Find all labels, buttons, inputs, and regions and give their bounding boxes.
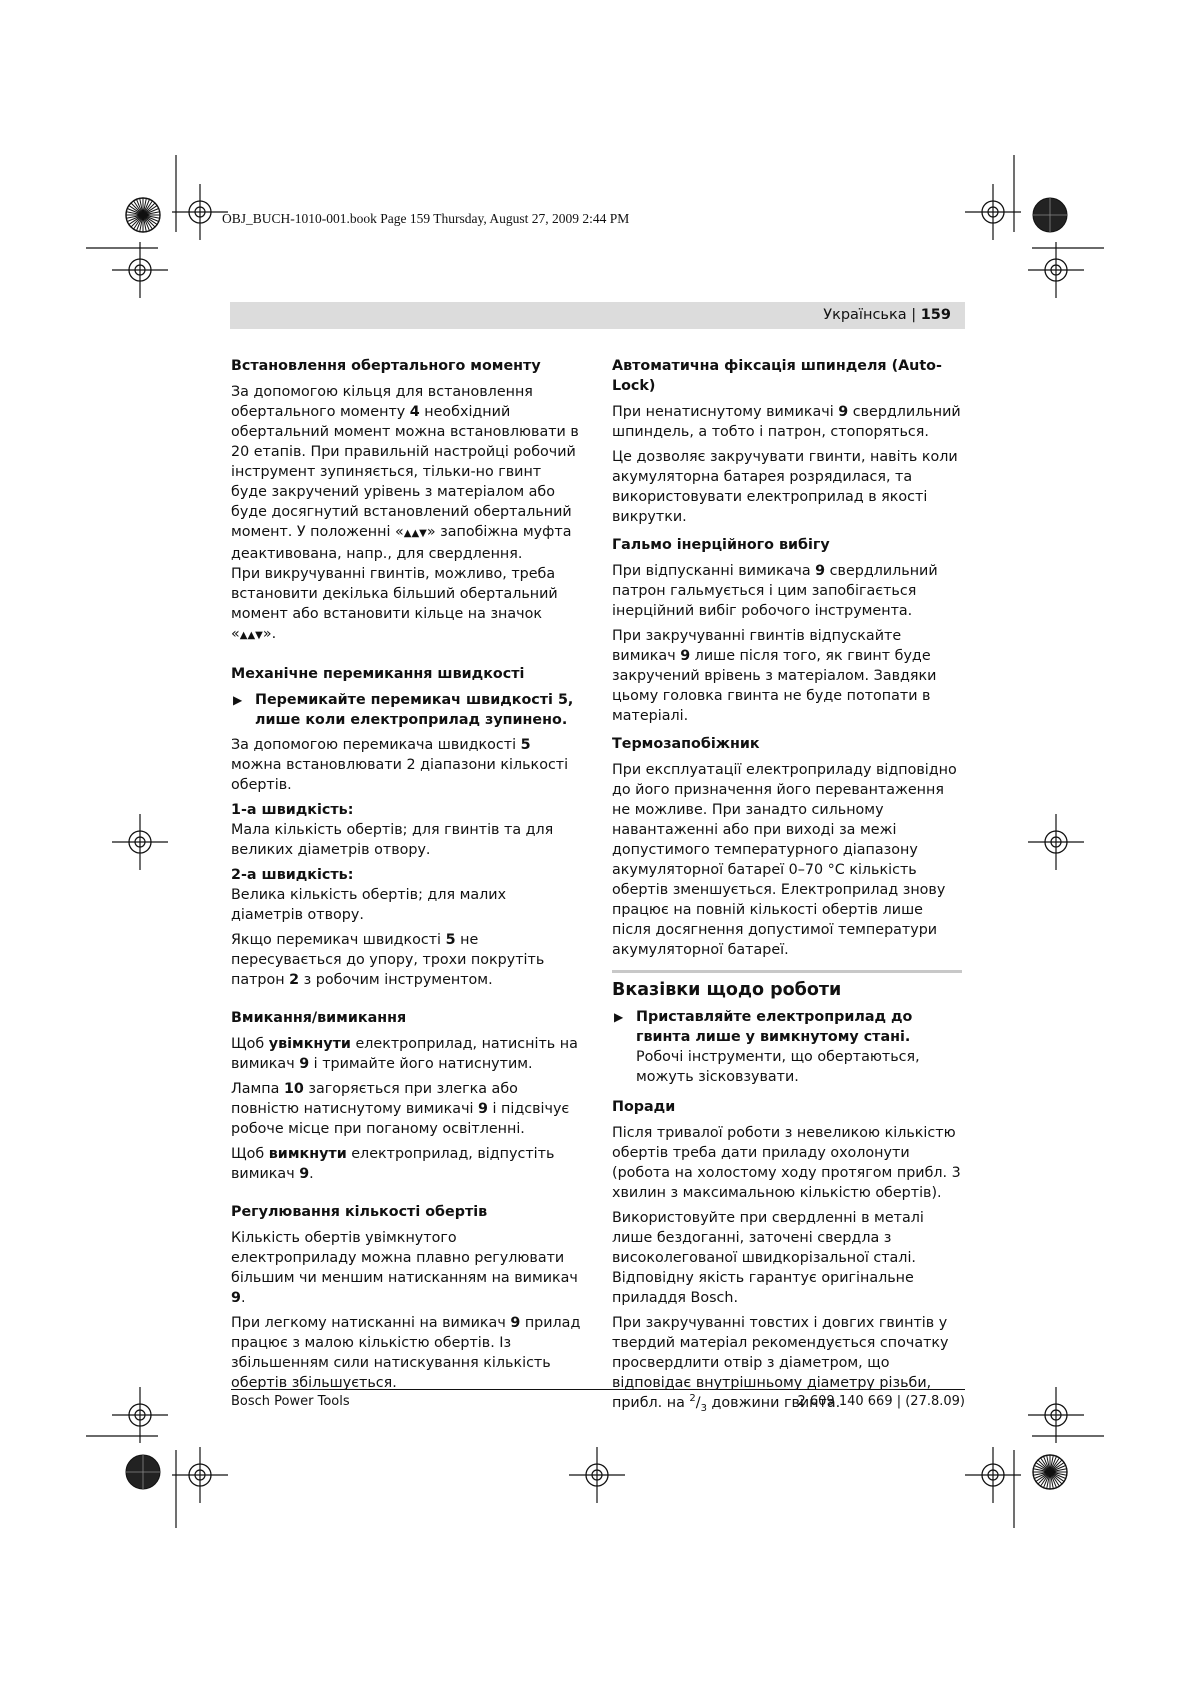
ref-number: 9 bbox=[680, 648, 691, 664]
ref-number: 9 bbox=[478, 1101, 488, 1117]
work-instructions-heading: Вказівки щодо роботи bbox=[612, 980, 842, 1000]
gear-paragraph-1 bbox=[231, 735, 581, 795]
text-span: лише після того, як гвинт буде закручений врівень з матеріалом. Завдяки цьому головка гвинта не буде потопати в матеріалі. bbox=[612, 648, 937, 724]
ref-number: 9 bbox=[815, 563, 826, 579]
ref-number: 5 bbox=[520, 737, 531, 753]
ref-number: 9 bbox=[231, 1290, 241, 1306]
tips-heading: Поради bbox=[612, 1099, 676, 1115]
text-span: свердлильний патрон гальмується і цим запобігається інерційний вибіг робочого інструмента. bbox=[612, 563, 938, 619]
section-divider bbox=[612, 970, 962, 973]
footer-document-number: 2 609 140 669 | (27.8.09) bbox=[797, 1394, 965, 1409]
text-span: » запобіжна муфта деактивована, напр., для свердлення. bbox=[231, 524, 572, 562]
ref-number: 5 bbox=[557, 692, 568, 708]
autolock-paragraph-1 bbox=[612, 402, 962, 442]
fraction-numerator: 2 bbox=[689, 1393, 696, 1405]
text-span: не пересувається до упору, трохи покрутіть патрон bbox=[231, 932, 545, 988]
right-column bbox=[612, 356, 962, 1418]
text-span: За допомогою перемикача швидкості bbox=[231, 737, 521, 753]
text-span: свердлильний шпиндель, а тобто і патрон, стопоряться. bbox=[612, 404, 961, 440]
gear-paragraph-2 bbox=[231, 930, 581, 990]
text-span: Якщо перемикач швидкості bbox=[231, 932, 446, 948]
onoff-paragraph-1 bbox=[231, 1034, 581, 1074]
onoff-paragraph-3 bbox=[231, 1144, 581, 1184]
ref-number: 9 bbox=[510, 1315, 521, 1331]
text-span: Кількість обертів увімкнутого електроприладу можна плавно регулювати більшим чи меншим натисканням на вимикач bbox=[231, 1230, 578, 1286]
text-span: При закручуванні товстих і довгих гвинтів у твердий матеріал рекомендується спочатку просвердлити отвір з діаметром, що відповідає внутрішньому діаметру різьби, прибл. на bbox=[612, 1315, 949, 1411]
bullet-triangle-icon: ▶ bbox=[614, 1010, 624, 1024]
speed-1-text: Мала кількість обертів; для гвинтів та для великих діаметрів отвору. bbox=[231, 822, 554, 858]
footer-brand: Bosch Power Tools bbox=[231, 1394, 350, 1409]
page-header bbox=[823, 307, 951, 323]
text-span: прилад працює з малою кількістю обертів. Із збільшенням сили натискування кількість обертів збільшується. bbox=[231, 1315, 581, 1391]
text-span: При закручуванні гвинтів відпускайте вимикач bbox=[612, 628, 902, 664]
drill-symbol-icon: ▲▲▼ bbox=[239, 630, 263, 641]
speed-control-paragraph-1 bbox=[231, 1228, 581, 1308]
ref-number: 9 bbox=[299, 1056, 310, 1072]
emphasis: увімкнути bbox=[268, 1036, 351, 1052]
brake-paragraph-1 bbox=[612, 561, 962, 621]
work-warning bbox=[612, 1007, 962, 1087]
ref-number: 2 bbox=[289, 972, 300, 988]
print-job-info: OBJ_BUCH-1010-001.book Page 159 Thursday, August 27, 2009 2:44 PM bbox=[222, 211, 630, 226]
speed-control-heading: Регулювання кількості обертів bbox=[231, 1204, 488, 1220]
autolock-paragraph-2: Це дозволяє закручувати гвинти, навіть коли акумуляторна батарея розрядилася, та використовувати електроприлад в якості викрутки. bbox=[612, 449, 958, 525]
text-span: можна встановлювати 2 діапазони кількості обертів. bbox=[231, 757, 569, 793]
speed-2-text: Велика кількість обертів; для малих діаметрів отвору. bbox=[231, 887, 507, 923]
speed-2-heading: 2-а швидкість: bbox=[231, 867, 354, 883]
text-span: і підсвічує робоче місце при поганому освітленні. bbox=[231, 1101, 570, 1137]
footer-divider bbox=[231, 1389, 965, 1390]
emphasis: Приставляйте електроприлад до гвинта лише у вимкнутому стані. bbox=[636, 1009, 913, 1045]
bullet-triangle-icon: ▶ bbox=[233, 693, 243, 707]
ref-number: 5 bbox=[445, 932, 456, 948]
page-header-bar bbox=[230, 302, 965, 329]
text-span: При ненатиснутому вимикачі bbox=[612, 404, 839, 420]
header-language: Українська bbox=[823, 307, 907, 323]
drill-symbol-icon: ▲▲▼ bbox=[403, 528, 427, 539]
brake-heading: Гальмо інерційного вибігу bbox=[612, 537, 830, 553]
torque-paragraph-2 bbox=[231, 564, 581, 646]
text-span: електроприлад, натисніть на вимикач bbox=[231, 1036, 578, 1072]
speed-control-paragraph-2 bbox=[231, 1313, 581, 1393]
torque-heading: Встановлення обертального моменту bbox=[231, 358, 541, 374]
text-span: Щоб bbox=[231, 1146, 269, 1162]
text-span: . bbox=[309, 1166, 314, 1182]
tips-paragraph-1: Після тривалої роботи з невеликою кількістю обертів треба дати приладу охолонути (робота на холостому ходу протягом прибл. 3 хвилин з максимальною кількістю обертів). bbox=[612, 1125, 961, 1201]
text-span: При легкому натисканні на вимикач bbox=[231, 1315, 511, 1331]
text-span: загоряється при злегка або повністю натиснутому вимикачі bbox=[231, 1081, 518, 1117]
thermal-heading: Термозапобіжник bbox=[612, 736, 760, 752]
gear-heading: Механічне перемикання швидкості bbox=[231, 666, 525, 682]
speed-1-heading: 1-а швидкість: bbox=[231, 802, 354, 818]
text-span: необхідний обертальний момент можна встановлювати в 20 етапів. При правильній настройці робочий інструмент зупиняється, тільки-но гвинт буде закручений урівень з матеріалом або буде досягнутий встановлений обертальний момент. У положенні « bbox=[231, 404, 579, 540]
text-span: . bbox=[240, 1290, 246, 1306]
brake-paragraph-2 bbox=[612, 626, 962, 726]
gear-warning bbox=[231, 690, 581, 730]
emphasis: вимкнути bbox=[268, 1146, 347, 1162]
text-span: Робочі інструменти, що обертаються, можуть зісковзувати. bbox=[636, 1049, 920, 1085]
tips-paragraph-2: Використовуйте при свердленні в металі лише бездоганні, заточені свердла з високолегованої швидкорізальної сталі. Відповідну якість гарантує оригінальне приладдя Bosch. bbox=[612, 1210, 924, 1306]
text-span: При відпусканні вимикача bbox=[612, 563, 816, 579]
text-span: і тримайте його натиснутим. bbox=[309, 1056, 533, 1072]
text-span: При викручуванні гвинтів, можливо, треба встановити декілька більший обертальний момент або встановити кільце на значок « bbox=[231, 566, 558, 642]
left-column bbox=[231, 356, 581, 1398]
ref-number: 9 bbox=[299, 1166, 310, 1182]
torque-paragraph-1 bbox=[231, 382, 581, 564]
ref-number: 10 bbox=[283, 1081, 304, 1097]
onoff-heading: Вмикання/вимикання bbox=[231, 1010, 407, 1026]
header-separator: | bbox=[911, 307, 917, 323]
text-span: з робочим інструментом. bbox=[299, 972, 493, 988]
text-span: електроприлад, відпустіть вимикач bbox=[231, 1146, 555, 1182]
text-span: Щоб bbox=[231, 1036, 269, 1052]
thermal-paragraph: При експлуатації електроприладу відповідно до його призначення його перевантаження не можливе. При занадто сильному навантаженні або при виході за межі допустимого температурного діапазону акумуляторної батареї 0–70 °C кількість обертів зменшується. Електроприлад знову працює на повній кількості обертів лише після досягнення допустимої температури акумуляторної батареї. bbox=[612, 762, 957, 958]
text-span: , лише коли електроприлад зупинено. bbox=[255, 692, 574, 728]
onoff-paragraph-2 bbox=[231, 1079, 581, 1139]
header-page-number: 159 bbox=[920, 307, 951, 323]
text-span: Перемикайте перемикач швидкості bbox=[255, 692, 558, 708]
ref-number: 4 bbox=[409, 404, 420, 420]
fraction-slash: / bbox=[695, 1395, 701, 1411]
text-span: Лампа bbox=[231, 1081, 284, 1097]
text-span: За допомогою кільця для встановлення обертального моменту bbox=[231, 384, 533, 420]
fraction-denominator: 3 bbox=[700, 1402, 707, 1414]
autolock-heading: Автоматична фіксація шпинделя (Auto-Lock) bbox=[612, 358, 942, 394]
text-span: ». bbox=[262, 626, 277, 642]
text-span: довжини гвинта. bbox=[707, 1395, 841, 1411]
ref-number: 9 bbox=[838, 404, 849, 420]
